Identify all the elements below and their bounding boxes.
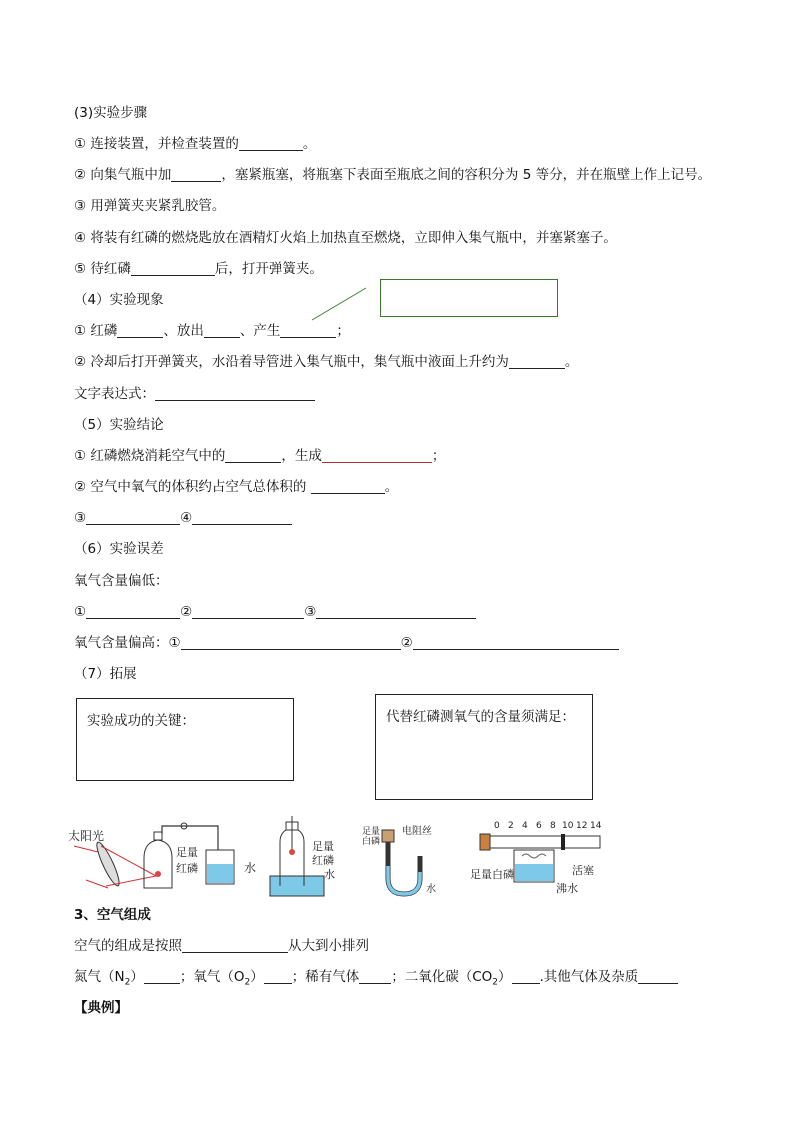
pointer-line [310, 284, 370, 324]
step-4: ④ 将装有红磷的燃烧匙放在酒精灯火焰上加热直至燃烧，立即伸入集气瓶中，并塞紧塞子。 [74, 230, 617, 246]
blank[interactable] [512, 969, 540, 984]
section-title-error: （6）实验误差 [74, 541, 164, 557]
low-2-label: ② [180, 604, 193, 620]
apparatus-figures [66, 816, 606, 902]
subscript: 2 [492, 977, 499, 988]
blank[interactable] [181, 635, 401, 650]
u-tube-icon [388, 836, 420, 894]
blank[interactable] [280, 323, 336, 338]
composition-order-end: 从大到小排列 [288, 938, 369, 954]
sunlight-label: 太阳光 [68, 829, 105, 843]
nitrogen-close: ） [130, 969, 144, 985]
conclusion-2-end: 。 [384, 479, 399, 495]
step-2-end: ，塞紧瓶塞，将瓶塞下表面至瓶底之间的容积分为 5 等分，并在瓶壁上作上记号。 [221, 167, 712, 183]
oxygen-close: ） [250, 969, 264, 985]
scale-label: 12 [576, 821, 588, 831]
blank[interactable] [359, 969, 391, 984]
blank[interactable] [171, 167, 221, 182]
scale-label: 6 [536, 821, 542, 831]
white-p-label-a: 足量 [362, 827, 381, 837]
water-label-1: 水 [244, 861, 257, 875]
red-p-label-a: 足量 [176, 846, 198, 859]
blank[interactable] [322, 448, 432, 463]
blank[interactable] [192, 604, 304, 619]
high-oxygen-items [74, 634, 619, 652]
obs-1-text: ① 红磷 [74, 323, 118, 339]
blank[interactable] [204, 323, 240, 338]
observation-2 [74, 353, 578, 371]
conclusion-1-text: ① 红磷燃烧消耗空气中的 [74, 448, 226, 464]
section-title-steps: (3)实验步骤 [74, 105, 148, 121]
scale-label: 0 [494, 821, 500, 831]
conclusion-4-label: ④ [180, 510, 193, 526]
blank[interactable] [182, 938, 288, 953]
step-1 [74, 135, 316, 153]
section-title-air-composition: 3、空气组成 [74, 907, 151, 923]
white-p-label-b: 白磷 [362, 837, 381, 847]
blank[interactable] [155, 386, 315, 401]
conclusion-2-text: ② 空气中氧气的体积约占空气总体积的 [74, 479, 307, 495]
word-equation-label: 文字表达式： [74, 386, 155, 402]
composition-list [74, 968, 678, 992]
blank[interactable] [239, 136, 303, 151]
co2-close: ） [498, 969, 512, 985]
example-heading: 【典例】 [74, 1000, 128, 1016]
blank[interactable] [311, 479, 385, 494]
step-5-end: 后，打开弹簧夹。 [214, 261, 323, 277]
section-title-conclusion: （5）实验结论 [74, 417, 164, 433]
subscript: 2 [244, 977, 251, 988]
section-title-phenomena: （4）实验现象 [74, 292, 164, 308]
figure-sunlight-apparatus [68, 823, 256, 888]
blank[interactable] [413, 635, 619, 650]
blank[interactable] [117, 323, 163, 338]
section-title-extension: （7）拓展 [74, 666, 137, 682]
step-5-text: ⑤ 待红磷 [74, 261, 131, 277]
blank[interactable] [144, 969, 180, 984]
scale-label: 14 [590, 821, 602, 831]
conclusion-3-label: ③ [74, 510, 87, 526]
step-2-text: ② 向集气瓶中加 [74, 167, 172, 183]
glass-tube-icon [486, 836, 600, 848]
blank[interactable] [225, 448, 281, 463]
red-p-label-b: 红磷 [176, 862, 198, 875]
piston-icon [561, 834, 565, 850]
rare-gas-label: ；稀有气体 [291, 969, 360, 985]
composition-order [74, 937, 369, 955]
success-key-box[interactable] [76, 698, 294, 781]
conclusion-1-end: ； [431, 448, 446, 464]
figure-graduated-tube-apparatus [470, 821, 602, 895]
obs-1-text-c: 、产生 [239, 323, 281, 339]
step-1-end: 。 [302, 136, 317, 152]
bell-jar-icon [144, 840, 172, 888]
blank[interactable] [86, 510, 180, 525]
low-oxygen-items [74, 603, 476, 621]
lens-icon [93, 840, 122, 888]
low-1-label: ① [74, 604, 87, 620]
step-1-text: ① 连接装置，并检查装置的 [74, 136, 239, 152]
water-label-2: 水 [324, 868, 335, 881]
nitrogen-label: 氮气（N [74, 969, 125, 985]
step-2 [74, 166, 711, 184]
obs-1-end: ； [336, 323, 350, 339]
boiling-water-label: 沸水 [556, 882, 578, 895]
obs-1-text-b: 、放出 [163, 323, 204, 339]
annotation-box[interactable] [380, 279, 558, 317]
blank[interactable] [638, 969, 678, 984]
blank[interactable] [264, 969, 292, 984]
high-2-label: ② [400, 635, 413, 651]
step-5 [74, 260, 323, 278]
water-trough-icon [270, 876, 324, 896]
substitute-condition-label: 代替红磷测氧气的含量须满足： [386, 709, 575, 725]
water-label-3: 水 [426, 884, 436, 895]
obs-2-end: 。 [564, 354, 579, 370]
blank[interactable] [86, 604, 180, 619]
conclusion-1-mid: ，生成 [281, 448, 322, 464]
white-p2-label: 足量白磷 [470, 868, 514, 881]
scale-label: 4 [522, 821, 528, 831]
blank[interactable] [192, 510, 292, 525]
high-1-label: ① [168, 635, 181, 651]
high-oxygen-label: 氧气含量偏高： [74, 635, 169, 651]
red-p2-label-b: 红磷 [312, 854, 334, 867]
blank[interactable] [509, 354, 565, 369]
composition-order-text: 空气的组成是按照 [74, 938, 182, 954]
scale-label: 8 [550, 821, 556, 831]
conclusion-2 [74, 478, 398, 496]
oxygen-label: ；氧气（O [179, 969, 245, 985]
conclusion-1 [74, 447, 445, 465]
scale-labels [494, 821, 602, 831]
figure-flask-apparatus [270, 816, 335, 896]
substitute-condition-box[interactable] [375, 694, 593, 800]
scale-label: 10 [562, 821, 574, 831]
co2-label: ；二氧化碳（CO [391, 969, 493, 985]
piston-label: 活塞 [572, 864, 594, 877]
observation-1 [74, 322, 350, 340]
blank[interactable] [131, 261, 215, 276]
success-key-label: 实验成功的关键： [87, 713, 195, 729]
red-p2-label-a: 足量 [312, 840, 334, 853]
figure-u-tube-apparatus [362, 824, 436, 895]
resistance-wire-label: 电阻丝 [402, 826, 432, 837]
subscript: 2 [124, 977, 131, 988]
step-3: ③ 用弹簧夹夹紧乳胶管。 [74, 198, 226, 214]
scale-label: 2 [508, 821, 514, 831]
stopper-icon [480, 834, 490, 850]
low-3-label: ③ [304, 604, 317, 620]
obs-2-text: ② 冷却后打开弹簧夹，水沿着导管进入集气瓶中，集气瓶中液面上升约为 [74, 354, 509, 370]
blank[interactable] [316, 604, 476, 619]
other-gases-label: .其他气体及杂质 [539, 969, 639, 985]
low-oxygen-label: 氧气含量偏低： [74, 573, 169, 589]
conclusion-3-4 [74, 509, 292, 527]
word-equation [74, 385, 315, 403]
